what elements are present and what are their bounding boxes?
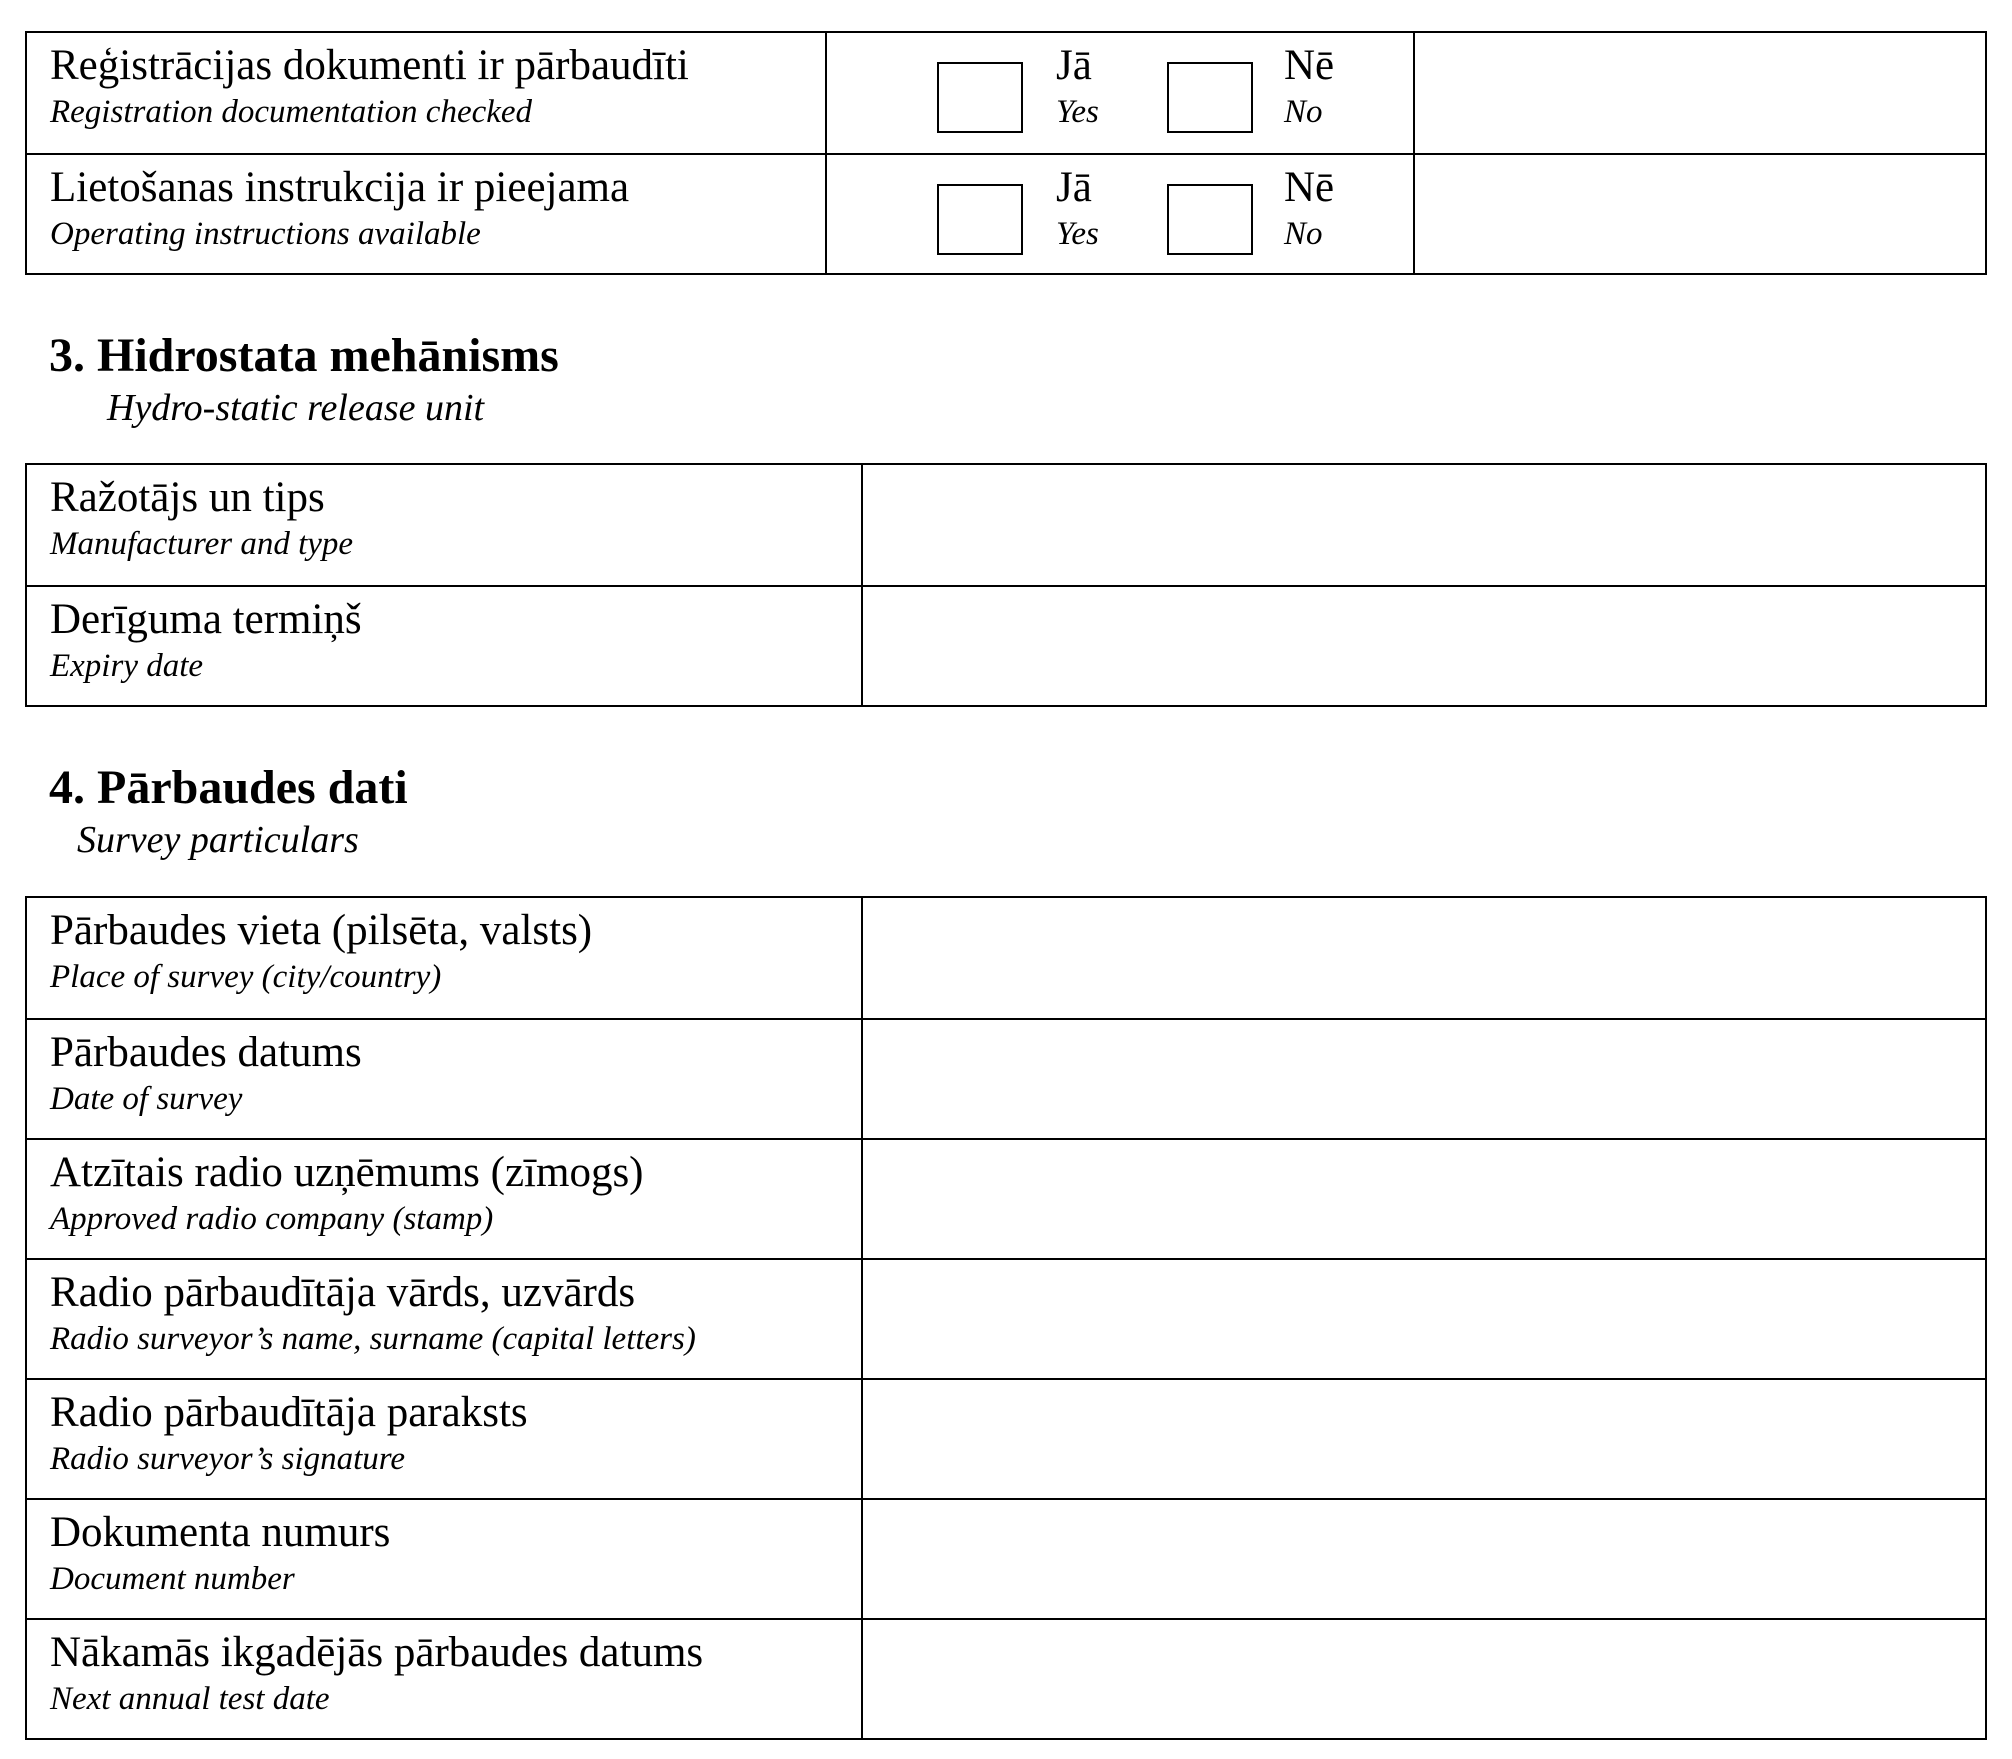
yes-english: Yes xyxy=(1056,94,1099,130)
label-english: Expiry date xyxy=(50,648,204,684)
label-english: Radio surveyor’s name, surname (capital letters) xyxy=(50,1321,696,1357)
hydrostatic-table xyxy=(25,463,1987,707)
label-latvian: Pārbaudes vieta (pilsēta, valsts) xyxy=(50,907,593,954)
yes-english: Yes xyxy=(1056,216,1099,252)
yes-checkbox[interactable] xyxy=(937,184,1023,255)
label-latvian: Atzītais radio uzņēmums (zīmogs) xyxy=(50,1149,644,1196)
label-english: Document number xyxy=(50,1561,295,1597)
checks-table xyxy=(25,31,1987,275)
no-option-label xyxy=(1284,163,1334,255)
label-english: Operating instructions available xyxy=(50,216,481,252)
next-annual-test-date-field[interactable] xyxy=(863,1620,1985,1738)
yes-latvian: Jā xyxy=(1056,164,1092,211)
form-row xyxy=(27,585,1985,705)
check-remarks-field[interactable] xyxy=(1415,33,1985,153)
no-checkbox[interactable] xyxy=(1167,62,1253,133)
label-latvian: Dokumenta numurs xyxy=(50,1509,391,1556)
field-label-cell xyxy=(27,1020,863,1138)
form-row xyxy=(27,1138,1985,1258)
section-4-title: 4. Pārbaudes dati xyxy=(49,761,408,814)
check-label-cell xyxy=(27,155,827,273)
no-english: No xyxy=(1284,94,1323,130)
form-row xyxy=(27,1498,1985,1618)
check-label-cell xyxy=(27,33,827,153)
label-latvian: Reģistrācijas dokumenti ir pārbaudīti xyxy=(50,42,689,89)
form-row xyxy=(27,1378,1985,1498)
form-row xyxy=(27,898,1985,1018)
yes-latvian: Jā xyxy=(1056,42,1092,89)
label-english: Radio surveyor’s signature xyxy=(50,1441,406,1477)
field-label-cell xyxy=(27,587,863,705)
document-number-field[interactable] xyxy=(863,1500,1985,1618)
field-label-cell xyxy=(27,1500,863,1618)
yes-no-options xyxy=(827,155,1415,273)
label-latvian: Nākamās ikgadējās pārbaudes datums xyxy=(50,1629,704,1676)
label-latvian: Radio pārbaudītāja paraksts xyxy=(50,1389,528,1436)
section-3-subtitle: Hydro-static release unit xyxy=(107,387,485,429)
no-latvian: Nē xyxy=(1284,164,1335,211)
section-4-subtitle: Survey particulars xyxy=(77,819,359,861)
survey-table xyxy=(25,896,1987,1740)
no-checkbox[interactable] xyxy=(1167,184,1253,255)
form-row xyxy=(27,1018,1985,1138)
form-row xyxy=(27,1618,1985,1738)
yes-option-label xyxy=(1056,41,1099,133)
field-label-cell xyxy=(27,1380,863,1498)
yes-no-options xyxy=(827,33,1415,153)
radio-company-stamp-field[interactable] xyxy=(863,1140,1985,1258)
check-remarks-field[interactable] xyxy=(1415,155,1985,273)
yes-checkbox[interactable] xyxy=(937,62,1023,133)
form-row xyxy=(27,1258,1985,1378)
field-label-cell xyxy=(27,465,863,585)
field-label-cell xyxy=(27,1140,863,1258)
section-3-title: 3. Hidrostata mehānisms xyxy=(49,329,559,382)
check-row-instructions xyxy=(27,153,1985,273)
label-latvian: Pārbaudes datums xyxy=(50,1029,362,1076)
label-english: Approved radio company (stamp) xyxy=(50,1201,494,1237)
field-label-cell xyxy=(27,898,863,1018)
label-english: Next annual test date xyxy=(50,1681,330,1717)
check-row-registration xyxy=(27,33,1985,153)
manufacturer-type-field[interactable] xyxy=(863,465,1985,585)
surveyor-name-field[interactable] xyxy=(863,1260,1985,1378)
label-english: Date of survey xyxy=(50,1081,243,1117)
no-latvian: Nē xyxy=(1284,42,1335,89)
label-latvian: Derīguma termiņš xyxy=(50,596,362,643)
label-english: Registration documentation checked xyxy=(50,94,533,130)
place-of-survey-field[interactable] xyxy=(863,898,1985,1018)
field-label-cell xyxy=(27,1260,863,1378)
no-english: No xyxy=(1284,216,1323,252)
label-latvian: Radio pārbaudītāja vārds, uzvārds xyxy=(50,1269,636,1316)
label-english: Place of survey (city/country) xyxy=(50,959,442,995)
form-row xyxy=(27,465,1985,585)
field-label-cell xyxy=(27,1620,863,1738)
expiry-date-field[interactable] xyxy=(863,587,1985,705)
label-latvian: Lietošanas instrukcija ir pieejama xyxy=(50,164,630,211)
label-english: Manufacturer and type xyxy=(50,526,354,562)
yes-option-label xyxy=(1056,163,1099,255)
no-option-label xyxy=(1284,41,1334,133)
date-of-survey-field[interactable] xyxy=(863,1020,1985,1138)
label-latvian: Ražotājs un tips xyxy=(50,474,325,521)
surveyor-signature-field[interactable] xyxy=(863,1380,1985,1498)
